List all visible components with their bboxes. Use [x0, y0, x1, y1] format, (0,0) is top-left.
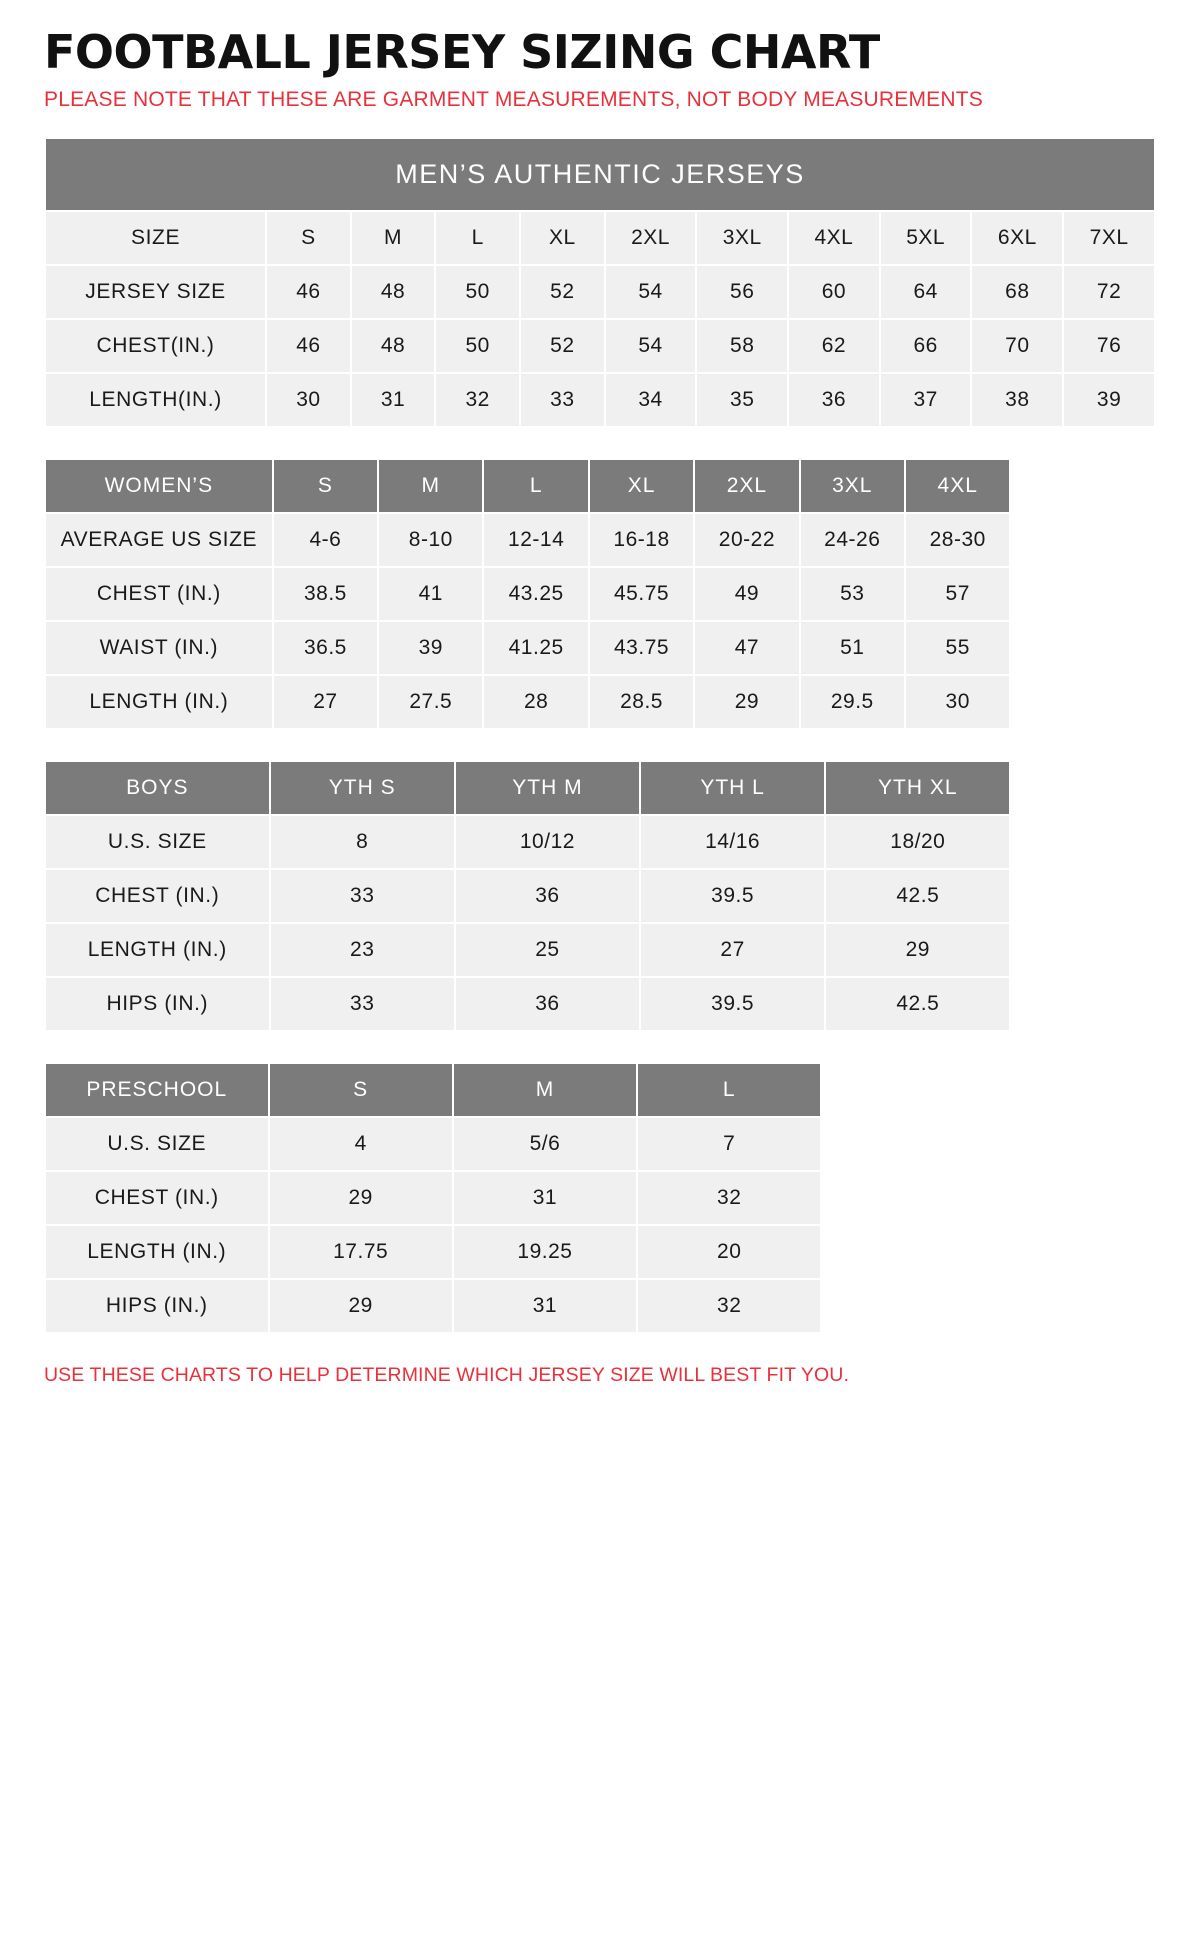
cell: 28.5	[589, 675, 694, 729]
cell: 51	[800, 621, 905, 675]
cell: 25	[455, 923, 640, 977]
mens-row-label-chest: CHEST(IN.)	[45, 319, 266, 373]
mens-size-3xl: 3XL	[696, 211, 788, 265]
cell: 32	[637, 1279, 821, 1333]
cell: 36	[455, 869, 640, 923]
cell: 68	[971, 265, 1063, 319]
cell: 48	[351, 319, 436, 373]
preschool-header-label: PRESCHOOL	[45, 1063, 269, 1117]
boys-sizing-table	[44, 760, 1011, 1032]
mens-banner-row	[45, 138, 1155, 211]
womens-header-label: WOMEN’S	[45, 459, 273, 513]
mens-size-m: M	[351, 211, 436, 265]
boys-size-yth-xl: YTH XL	[825, 761, 1010, 815]
cell: 27	[640, 923, 825, 977]
cell: 32	[637, 1171, 821, 1225]
cell: 52	[520, 319, 605, 373]
cell: 23	[270, 923, 455, 977]
cell: 39	[1063, 373, 1155, 427]
boys-header-row	[45, 761, 1010, 815]
table-row	[45, 1225, 821, 1279]
cell: 31	[453, 1171, 637, 1225]
table-row	[45, 815, 1010, 869]
cell: 27.5	[378, 675, 483, 729]
preschool-row-label-hips: HIPS (IN.)	[45, 1279, 269, 1333]
cell: 29.5	[800, 675, 905, 729]
mens-size-7xl: 7XL	[1063, 211, 1155, 265]
cell: 49	[694, 567, 799, 621]
boys-size-yth-l: YTH L	[640, 761, 825, 815]
boys-size-yth-m: YTH M	[455, 761, 640, 815]
cell: 39	[378, 621, 483, 675]
mens-size-5xl: 5XL	[880, 211, 972, 265]
table-row	[45, 977, 1010, 1031]
cell: 72	[1063, 265, 1155, 319]
measurement-note: PLEASE NOTE THAT THESE ARE GARMENT MEASUREMENTS, NOT BODY MEASUREMENTS	[44, 88, 983, 112]
cell: 4-6	[273, 513, 378, 567]
womens-size-m: M	[378, 459, 483, 513]
mens-row-label-jersey-size: JERSEY SIZE	[45, 265, 266, 319]
cell: 19.25	[453, 1225, 637, 1279]
cell: 76	[1063, 319, 1155, 373]
preschool-size-s: S	[269, 1063, 453, 1117]
womens-header-row	[45, 459, 1010, 513]
boys-row-label-us-size: U.S. SIZE	[45, 815, 270, 869]
preschool-size-m: M	[453, 1063, 637, 1117]
cell: 12-14	[483, 513, 588, 567]
cell: 66	[880, 319, 972, 373]
cell: 36	[455, 977, 640, 1031]
cell: 34	[605, 373, 697, 427]
cell: 43.75	[589, 621, 694, 675]
cell: 41.25	[483, 621, 588, 675]
cell: 52	[520, 265, 605, 319]
womens-row-label-waist: WAIST (IN.)	[45, 621, 273, 675]
mens-size-6xl: 6XL	[971, 211, 1063, 265]
cell: 29	[269, 1171, 453, 1225]
cell: 5/6	[453, 1117, 637, 1171]
preschool-sizing-table	[44, 1062, 822, 1334]
cell: 33	[520, 373, 605, 427]
cell: 54	[605, 319, 697, 373]
preschool-row-label-us-size: U.S. SIZE	[45, 1117, 269, 1171]
mens-size-label: SIZE	[45, 211, 266, 265]
cell: 62	[788, 319, 880, 373]
cell: 28	[483, 675, 588, 729]
cell: 38	[971, 373, 1063, 427]
cell: 18/20	[825, 815, 1010, 869]
boys-row-label-length: LENGTH (IN.)	[45, 923, 270, 977]
cell: 7	[637, 1117, 821, 1171]
cell: 56	[696, 265, 788, 319]
cell: 64	[880, 265, 972, 319]
boys-row-label-hips: HIPS (IN.)	[45, 977, 270, 1031]
womens-row-label-chest: CHEST (IN.)	[45, 567, 273, 621]
table-row	[45, 621, 1010, 675]
table-row	[45, 513, 1010, 567]
cell: 43.25	[483, 567, 588, 621]
mens-banner-label: MEN’S AUTHENTIC JERSEYS	[45, 138, 1155, 211]
footer-note: USE THESE CHARTS TO HELP DETERMINE WHICH JERSEY SIZE WILL BEST FIT YOU.	[44, 1363, 849, 1386]
cell: 8	[270, 815, 455, 869]
cell: 36.5	[273, 621, 378, 675]
cell: 38.5	[273, 567, 378, 621]
mens-size-2xl: 2XL	[605, 211, 697, 265]
womens-size-xl: XL	[589, 459, 694, 513]
cell: 29	[694, 675, 799, 729]
cell: 24-26	[800, 513, 905, 567]
table-row	[45, 1117, 821, 1171]
table-row	[45, 923, 1010, 977]
mens-size-s: S	[266, 211, 351, 265]
cell: 54	[605, 265, 697, 319]
preschool-size-l: L	[637, 1063, 821, 1117]
cell: 57	[905, 567, 1010, 621]
table-row	[45, 265, 1155, 319]
mens-size-4xl: 4XL	[788, 211, 880, 265]
cell: 55	[905, 621, 1010, 675]
cell: 60	[788, 265, 880, 319]
page-title: FOOTBALL JERSEY SIZING CHART	[44, 25, 880, 79]
cell: 30	[266, 373, 351, 427]
cell: 37	[880, 373, 972, 427]
mens-size-xl: XL	[520, 211, 605, 265]
cell: 31	[453, 1279, 637, 1333]
cell: 39.5	[640, 977, 825, 1031]
cell: 39.5	[640, 869, 825, 923]
table-row	[45, 319, 1155, 373]
cell: 47	[694, 621, 799, 675]
boys-row-label-chest: CHEST (IN.)	[45, 869, 270, 923]
mens-sizing-table	[44, 137, 1156, 428]
cell: 70	[971, 319, 1063, 373]
cell: 10/12	[455, 815, 640, 869]
cell: 35	[696, 373, 788, 427]
womens-size-2xl: 2XL	[694, 459, 799, 513]
mens-size-l: L	[435, 211, 520, 265]
table-row	[45, 373, 1155, 427]
cell: 27	[273, 675, 378, 729]
cell: 33	[270, 977, 455, 1031]
cell: 33	[270, 869, 455, 923]
preschool-row-label-chest: CHEST (IN.)	[45, 1171, 269, 1225]
table-row	[45, 1279, 821, 1333]
cell: 45.75	[589, 567, 694, 621]
cell: 58	[696, 319, 788, 373]
cell: 20-22	[694, 513, 799, 567]
cell: 46	[266, 265, 351, 319]
cell: 31	[351, 373, 436, 427]
womens-size-4xl: 4XL	[905, 459, 1010, 513]
boys-header-label: BOYS	[45, 761, 270, 815]
womens-size-3xl: 3XL	[800, 459, 905, 513]
cell: 8-10	[378, 513, 483, 567]
boys-size-yth-s: YTH S	[270, 761, 455, 815]
table-row	[45, 869, 1010, 923]
womens-sizing-table	[44, 458, 1011, 730]
cell: 50	[435, 265, 520, 319]
mens-size-header-row	[45, 211, 1155, 265]
cell: 28-30	[905, 513, 1010, 567]
cell: 16-18	[589, 513, 694, 567]
cell: 4	[269, 1117, 453, 1171]
cell: 48	[351, 265, 436, 319]
womens-row-label-length: LENGTH (IN.)	[45, 675, 273, 729]
cell: 46	[266, 319, 351, 373]
mens-row-label-length: LENGTH(IN.)	[45, 373, 266, 427]
preschool-header-row	[45, 1063, 821, 1117]
cell: 17.75	[269, 1225, 453, 1279]
cell: 30	[905, 675, 1010, 729]
cell: 32	[435, 373, 520, 427]
womens-size-l: L	[483, 459, 588, 513]
cell: 42.5	[825, 977, 1010, 1031]
cell: 36	[788, 373, 880, 427]
preschool-row-label-length: LENGTH (IN.)	[45, 1225, 269, 1279]
cell: 29	[269, 1279, 453, 1333]
cell: 20	[637, 1225, 821, 1279]
table-row	[45, 1171, 821, 1225]
cell: 14/16	[640, 815, 825, 869]
table-row	[45, 675, 1010, 729]
womens-size-s: S	[273, 459, 378, 513]
cell: 29	[825, 923, 1010, 977]
cell: 41	[378, 567, 483, 621]
cell: 50	[435, 319, 520, 373]
cell: 42.5	[825, 869, 1010, 923]
womens-row-label-average-us-size: AVERAGE US SIZE	[45, 513, 273, 567]
cell: 53	[800, 567, 905, 621]
table-row	[45, 567, 1010, 621]
